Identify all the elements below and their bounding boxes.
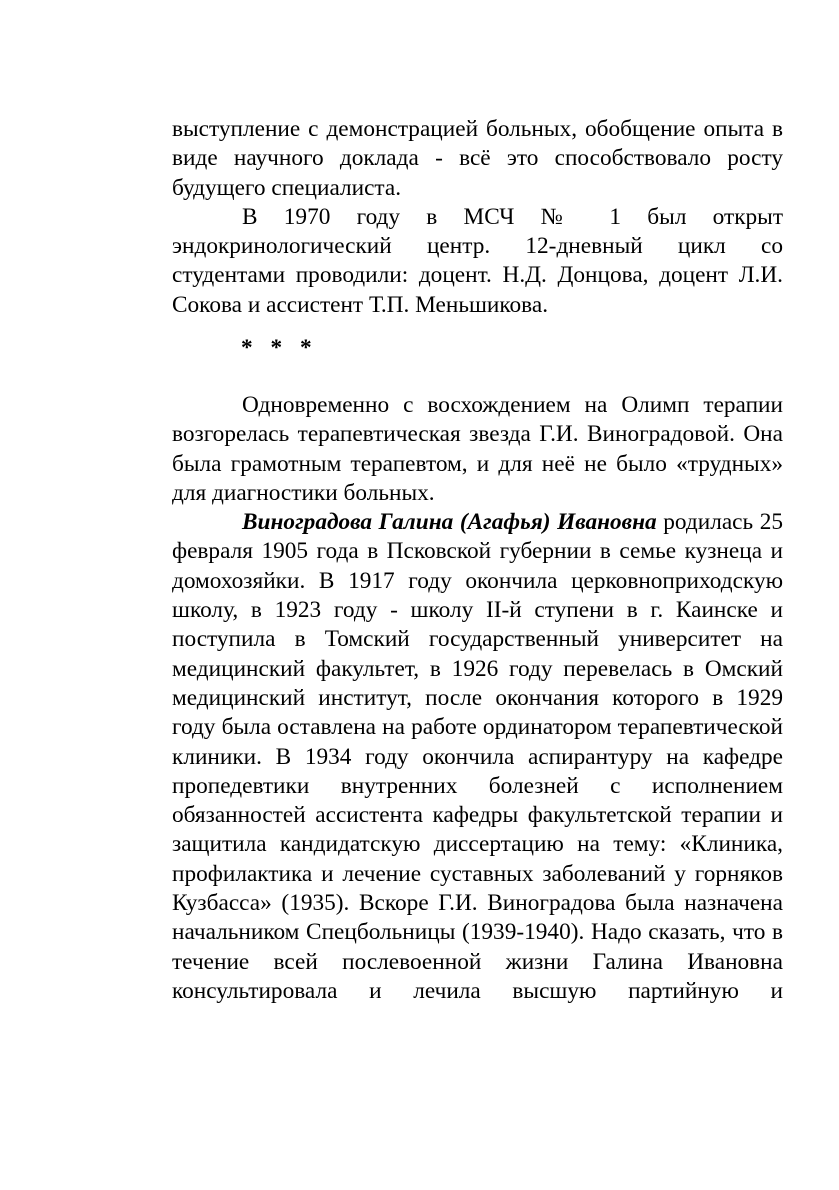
paragraph-intro: Одновременно с восхождением на Олимп терапии возгорелась терапевтическая звезда Г.И. Виноградовой. Она была грамотным терапевтом, и для неё не было «трудных» для диагностики больных. xyxy=(172,392,783,506)
text-block-top xyxy=(172,115,783,320)
text-block-main xyxy=(172,391,783,1006)
paragraph-biography xyxy=(172,508,783,1006)
paragraph-continuation: выступление с демонстрацией больных, обобщение опыта в виде научного доклада - всё это способствовало росту будущего специалиста. xyxy=(172,116,783,201)
biography-text: родилась 25 февраля 1905 года в Псковской губернии в семье кузнеца и домохозяйки. В 1917 году окончила церковноприходскую школу, в 1923 году - школу II-й ступени в г. Каинске и поступила в Томский государственный университет на медицинский факультет, в 1926 году перевелась в Омский медицинский институт, после окончания которого в 1929 году была оставлена на работе ординатором терапевтической клиники. В 1934 году окончила аспирантуру на кафедре пропедевтики внутренних болезней с исполнением обязанностей ассистента кафедры факультетской терапии и защитила кандидатскую диссертацию на тему: «Клиника, профилактика и лечение суставных заболеваний у горняков Кузбасса» (1935). Вскоре Г.И. Виноградова была назначена начальником Спецбольницы (1939-1940). Надо сказать, что в течение всей послевоенной жизни Галина Ивановна консультировала и лечила высшую партийную и xyxy=(172,509,784,1004)
biography-name: Виноградова Галина (Агафья) Ивановна xyxy=(242,509,657,536)
section-separator: * * * xyxy=(241,335,318,361)
paragraph-endocrinology-center: В 1970 году в МСЧ № 1 был открыт эндокринологический центр. 12-дневный цикл со студентами проводили: доцент. Н.Д. Донцова, доцент Л.И. Сокова и ассистент Т.П. Меньшикова. xyxy=(172,203,783,318)
